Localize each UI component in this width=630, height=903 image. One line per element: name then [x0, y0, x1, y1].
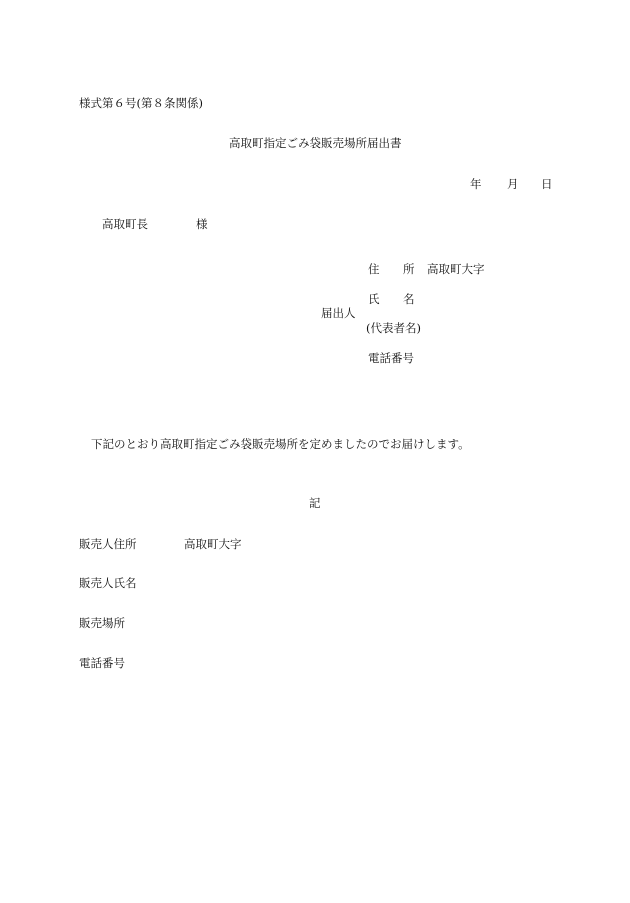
notifier-representative-label: (代表者名): [366, 321, 421, 335]
date-year-label: 年: [470, 177, 482, 191]
ki-heading: 記: [309, 496, 321, 510]
addressee-honorific: 様: [196, 217, 208, 231]
details-phone-label: 電話番号: [79, 656, 125, 670]
statement-text: 下記のとおり高取町指定ごみ袋販売場所を定めましたのでお届けします。: [91, 437, 470, 451]
form-title: 高取町指定ごみ袋販売場所届出書: [229, 136, 402, 150]
notifier-name-label-2: 名: [403, 292, 415, 306]
form-number: 様式第６号(第８条関係): [79, 96, 203, 110]
notifier-phone-label: 電話番号: [368, 351, 414, 365]
notifier-label: 届出人: [321, 306, 356, 320]
notifier-address-label-1: 住: [368, 262, 380, 276]
seller-address-label: 販売人住所: [79, 537, 137, 551]
date-month-label: 月: [507, 177, 519, 191]
sales-location-label: 販売場所: [79, 616, 125, 630]
addressee-name: 高取町長: [102, 217, 148, 231]
notifier-address-value: 高取町大字: [427, 262, 485, 276]
seller-name-label: 販売人氏名: [79, 576, 137, 590]
notifier-name-label-1: 氏: [368, 292, 380, 306]
notifier-address-label-2: 所: [403, 262, 415, 276]
date-day-label: 日: [541, 177, 553, 191]
seller-address-value: 高取町大字: [184, 537, 242, 551]
